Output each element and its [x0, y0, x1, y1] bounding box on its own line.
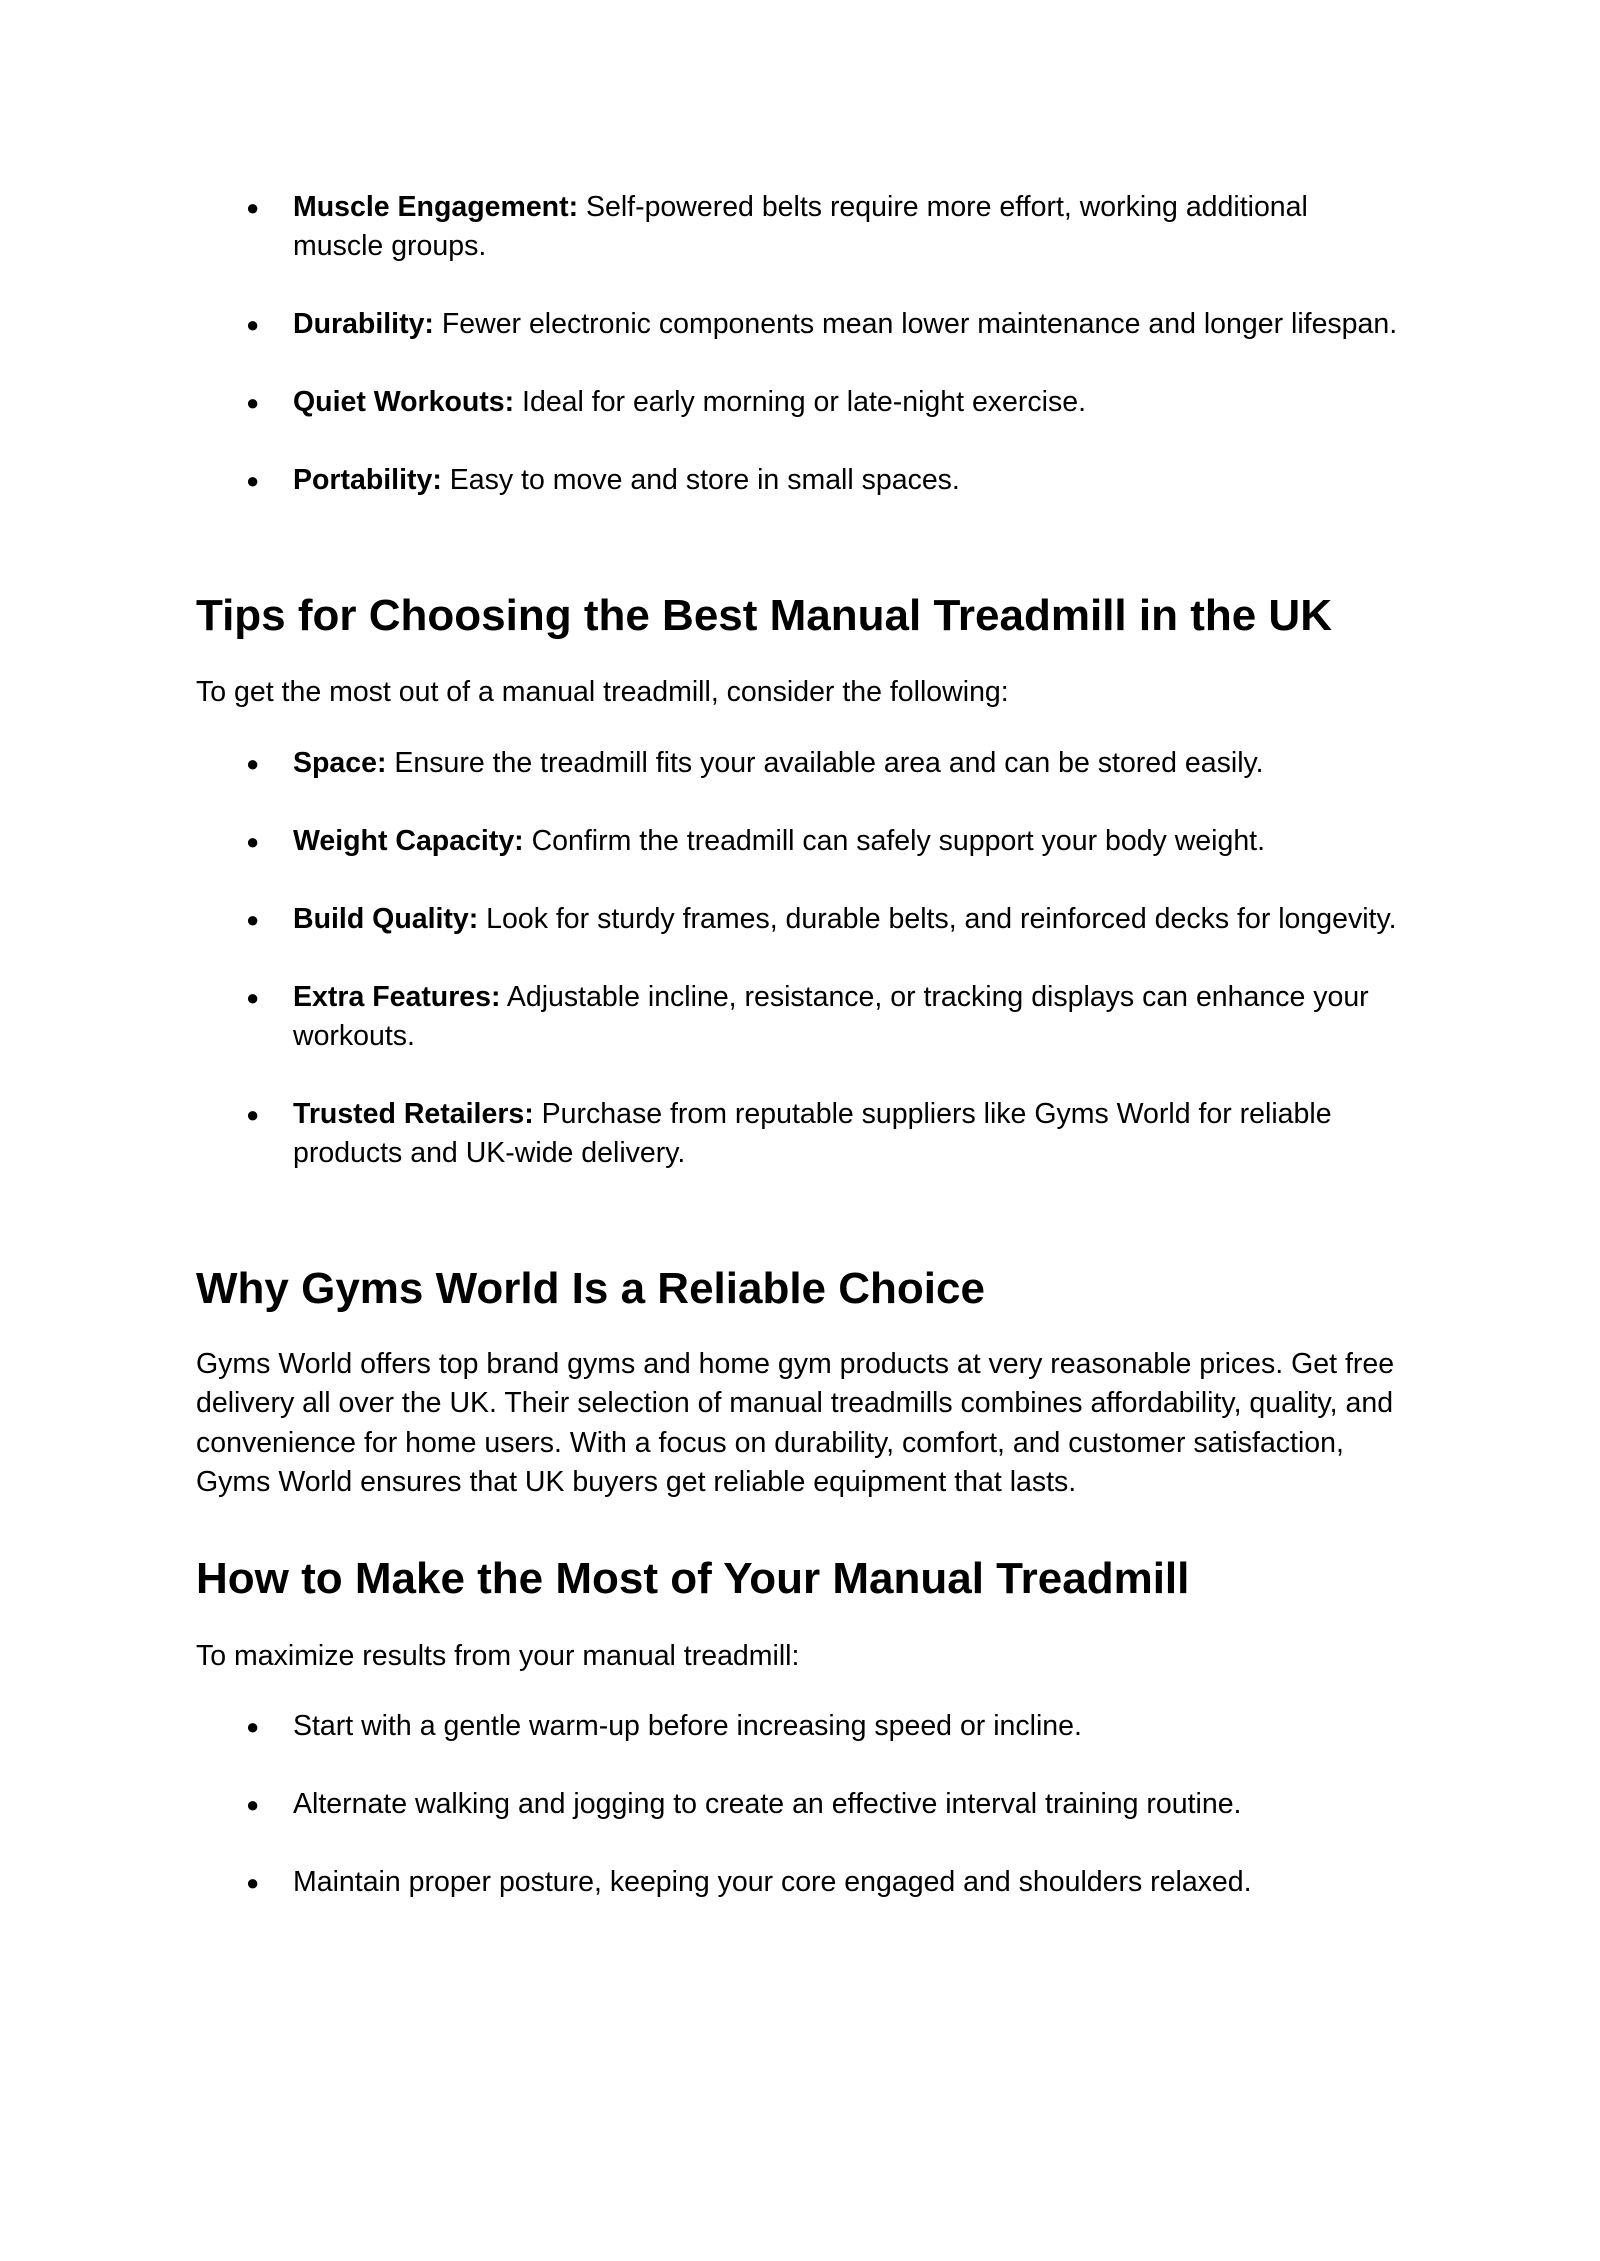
why-paragraph: Gyms World offers top brand gyms and home gym products at very reasonable prices. Get free delivery all over the UK. Their selection of manual treadmills combines affordability, quality, and convenience for home users. With a focus on durability, comfort, and customer satisfaction, Gyms World ensures that UK buyers get reliable equipment that lasts.	[196, 1347, 1395, 1498]
list-item-term: Durability:	[293, 308, 434, 340]
list-item	[196, 978, 1406, 1056]
list-item	[196, 383, 1406, 422]
list-item-term: Trusted Retailers:	[293, 1097, 534, 1130]
tips-usage-list	[196, 1707, 1406, 1902]
list-item-term: Extra Features:	[293, 980, 501, 1013]
bullet-icon: ●	[246, 468, 260, 493]
list-item-text: Fewer electronic components mean lower maintenance and longer lifespan.	[433, 308, 1398, 340]
list-item	[196, 1707, 1406, 1746]
heading-why: Why Gyms World Is a Reliable Choice	[196, 1263, 985, 1313]
list-item	[196, 188, 1406, 266]
list-item	[196, 822, 1406, 861]
heading-tips: Tips for Choosing the Best Manual Treadmill in the UK	[196, 591, 1332, 640]
list-item-term: Build Quality:	[293, 902, 479, 935]
list-item-text: Look for sturdy frames, durable belts, and reinforced decks for longevity.	[478, 902, 1397, 935]
list-item-text: Confirm the treadmill can safely support your body weight.	[523, 824, 1266, 857]
list-item	[196, 1863, 1406, 1902]
list-item-term: Space:	[293, 746, 387, 779]
document-page	[196, 188, 1406, 1941]
bullet-icon: ●	[246, 906, 260, 932]
list-item-text: Easy to move and store in small spaces.	[441, 464, 960, 496]
tips-intro: To get the most out of a manual treadmill, consider the following:	[196, 676, 1009, 708]
benefits-list	[196, 188, 1406, 500]
list-item	[196, 744, 1406, 783]
list-item	[196, 461, 1406, 500]
list-item-text: Maintain proper posture, keeping your core engaged and shoulders relaxed.	[293, 1866, 1252, 1898]
most-intro: To maximize results from your manual treadmill:	[196, 1639, 800, 1672]
bullet-icon: ●	[246, 1101, 260, 1127]
bullet-icon: ●	[246, 828, 260, 854]
bullet-icon: ●	[246, 750, 260, 776]
list-item-text: Self-powered belts require more effort, working additional muscle groups.	[293, 191, 1308, 262]
list-item-text: Start with a gentle warm-up before increasing speed or incline.	[293, 1710, 1082, 1742]
list-item	[196, 305, 1406, 344]
bullet-icon: ●	[246, 1870, 260, 1895]
list-item-text: Adjustable incline, resistance, or tracking displays can enhance your workouts.	[293, 980, 1369, 1052]
list-item-term: Muscle Engagement:	[293, 191, 579, 223]
list-item-term: Weight Capacity:	[293, 824, 524, 857]
list-item-text: Ideal for early morning or late-night exercise.	[514, 386, 1086, 418]
tips-list	[196, 744, 1406, 1173]
bullet-icon: ●	[246, 1792, 260, 1817]
list-item	[196, 900, 1406, 939]
bullet-icon: ●	[246, 312, 260, 337]
bullet-icon: ●	[246, 984, 260, 1010]
list-item	[196, 1785, 1406, 1824]
heading-most: How to Make the Most of Your Manual Treadmill	[196, 1553, 1190, 1603]
list-item-text: Ensure the treadmill fits your available area and can be stored easily.	[386, 746, 1264, 779]
list-item-term: Quiet Workouts:	[293, 386, 515, 418]
bullet-icon: ●	[246, 390, 260, 415]
bullet-icon: ●	[246, 195, 260, 220]
list-item-text: Purchase from reputable suppliers like Gyms World for reliable products and UK-wide delivery.	[293, 1097, 1332, 1169]
list-item-text: Alternate walking and jogging to create an effective interval training routine.	[293, 1788, 1242, 1820]
list-item-term: Portability:	[293, 464, 442, 496]
list-item	[196, 1095, 1406, 1173]
bullet-icon: ●	[246, 1714, 260, 1739]
